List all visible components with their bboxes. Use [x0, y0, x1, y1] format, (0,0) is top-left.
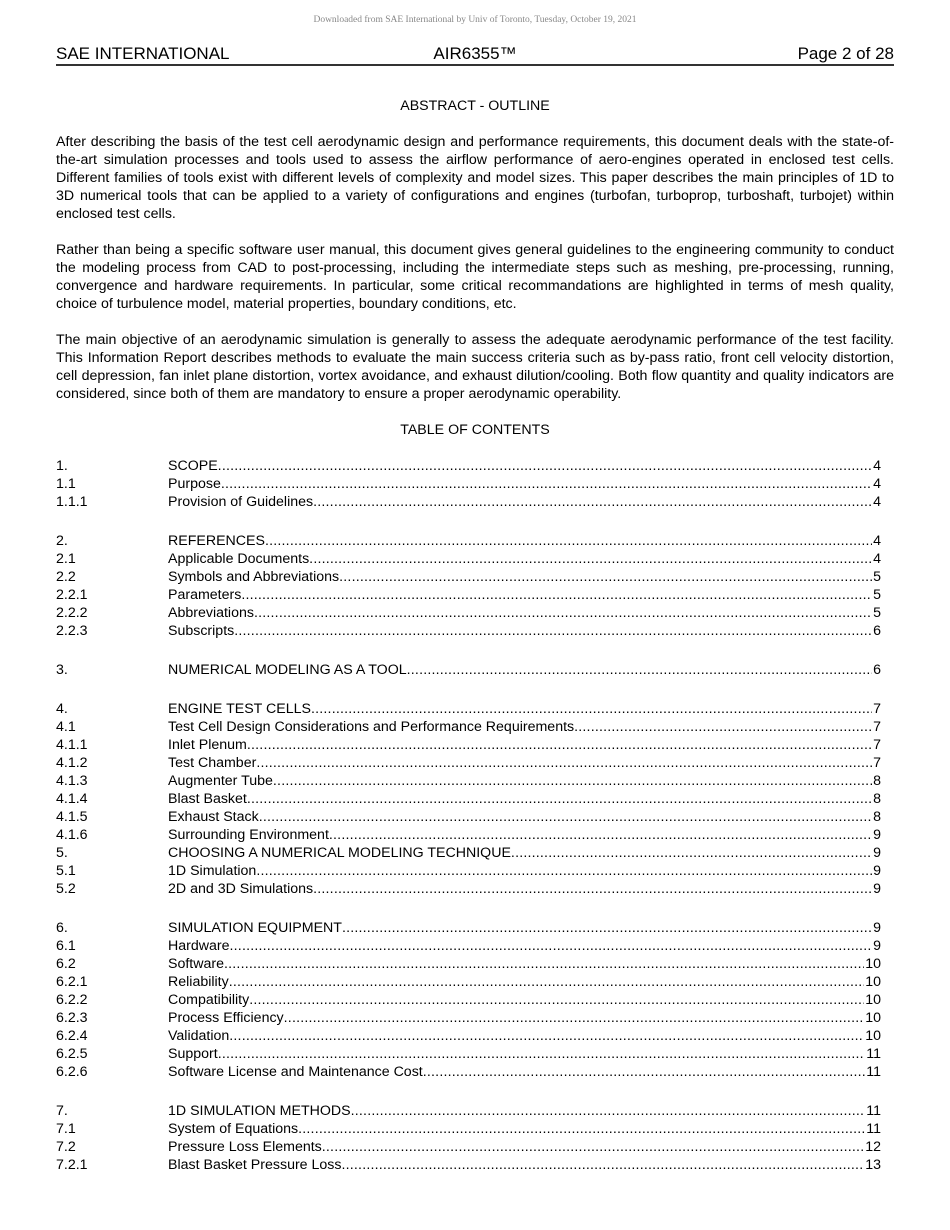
toc-entry-title: NUMERICAL MODELING AS A TOOL: [168, 662, 407, 678]
toc-entry-number: 1.: [56, 458, 68, 474]
toc-entry-number: 2.2.2: [56, 605, 88, 621]
toc-entry-number: 6.2.4: [56, 1028, 88, 1044]
toc-entry-page: 8: [873, 791, 881, 807]
toc-entry-number: 6.2.3: [56, 1010, 88, 1026]
toc-dot-leader: [254, 604, 872, 622]
toc-entry-page: 6: [873, 623, 881, 639]
toc-dot-leader: [221, 475, 872, 493]
toc-dot-leader: [313, 880, 872, 898]
toc-entry[interactable]: [56, 919, 881, 937]
toc-entry-title: Applicable Documents: [168, 551, 310, 567]
toc-entry[interactable]: [56, 586, 881, 604]
toc-entry-page: 9: [873, 938, 881, 954]
toc-entry-page: 13: [865, 1157, 881, 1173]
toc-entry-number: 6.1: [56, 938, 76, 954]
toc-dot-leader: [218, 457, 872, 475]
toc-entry-title: Pressure Loss Elements: [168, 1139, 322, 1155]
toc-entry[interactable]: [56, 826, 881, 844]
toc-entry-page: 7: [873, 701, 881, 717]
toc-entry-number: 7.1: [56, 1121, 76, 1137]
toc-entry-page: 10: [865, 956, 881, 972]
toc-entry-page: 4: [873, 551, 881, 567]
toc-dot-leader: [218, 1045, 866, 1063]
toc-entry-title: Abbreviations: [168, 605, 254, 621]
toc-entry-number: 5.2: [56, 881, 76, 897]
toc-entry-number: 6.2.6: [56, 1064, 88, 1080]
toc-entry-title: ENGINE TEST CELLS: [168, 701, 311, 717]
publisher-name: SAE INTERNATIONAL: [56, 44, 230, 63]
toc-entry-title: Reliability: [168, 974, 229, 990]
toc-dot-leader: [423, 1063, 866, 1081]
abstract-paragraph: Rather than being a specific software user manual, this document gives general guidelines to the engineering community to conduct the modeling process from CAD to post-processing, including the intermediate steps such as meshing, pre-processing, running, convergence and hardware requirements. In particular, some critical recommandations are highlighted in terms of mesh quality, choice of turbulence model, material properties, boundary conditions, etc.: [56, 242, 894, 312]
toc-entry-number: 4.1: [56, 719, 76, 735]
toc-entry[interactable]: [56, 700, 881, 718]
toc-entry-number: 4.1.2: [56, 755, 88, 771]
toc-dot-leader: [241, 586, 872, 604]
toc-entry-title: SIMULATION EQUIPMENT: [168, 920, 342, 936]
toc-dot-leader: [229, 973, 865, 991]
toc-entry[interactable]: [56, 1063, 881, 1081]
toc-entry-number: 5.1: [56, 863, 76, 879]
toc-entry-title: Test Cell Design Considerations and Performance Requirements: [168, 719, 575, 735]
toc-entry-title: REFERENCES: [168, 533, 265, 549]
toc-entry[interactable]: [56, 808, 881, 826]
toc-entry-page: 10: [865, 1010, 881, 1026]
table-of-contents: [56, 457, 881, 1174]
toc-entry-number: 4.1.5: [56, 809, 88, 825]
toc-entry-number: 6.2.1: [56, 974, 88, 990]
toc-dot-leader: [511, 844, 872, 862]
toc-entry-title: Subscripts: [168, 623, 235, 639]
toc-entry-number: 6.: [56, 920, 68, 936]
toc-entry[interactable]: [56, 718, 881, 736]
toc-dot-leader: [230, 937, 873, 955]
toc-entry[interactable]: [56, 457, 881, 475]
toc-entry[interactable]: [56, 1027, 881, 1045]
toc-dot-leader: [311, 700, 872, 718]
toc-entry-number: 2.2.1: [56, 587, 88, 603]
toc-entry-number: 7.2.1: [56, 1157, 88, 1173]
toc-entry[interactable]: [56, 862, 881, 880]
toc-entry[interactable]: [56, 955, 881, 973]
toc-entry-page: 8: [873, 809, 881, 825]
toc-entry-page: 5: [873, 605, 881, 621]
toc-entry-number: 3.: [56, 662, 68, 678]
toc-entry-page: 9: [873, 827, 881, 843]
toc-dot-leader: [309, 550, 872, 568]
toc-dot-leader: [339, 568, 872, 586]
toc-entry-page: 5: [873, 569, 881, 585]
toc-entry-number: 4.1.3: [56, 773, 88, 789]
toc-entry-page: 10: [865, 1028, 881, 1044]
toc-entry[interactable]: [56, 844, 881, 862]
toc-dot-leader: [234, 622, 872, 640]
toc-entry-page: 8: [873, 773, 881, 789]
toc-spacer: [56, 640, 881, 661]
toc-dot-leader: [298, 1120, 865, 1138]
toc-entry[interactable]: [56, 493, 881, 511]
toc-dot-leader: [574, 718, 872, 736]
toc-entry-title: Software License and Maintenance Cost: [168, 1064, 423, 1080]
toc-entry-page: 7: [873, 755, 881, 771]
toc-entry-page: 9: [873, 863, 881, 879]
toc-entry-title: Blast Basket Pressure Loss: [168, 1157, 342, 1173]
abstract-paragraph: After describing the basis of the test cell aerodynamic design and performance requirements, this document deals with the state-of-the-art simulation processes and tools used to assess the airflow performance of aero-engines operated in enclosed test cells. Different families of tools exist with different levels of complexity and model sizes. This paper describes the main principles of 1D to 3D numerical tools that can be applied to a variety of configurations and engines (turbofan, turboprop, turboshaft, turbojet) within enclosed test cells.: [56, 134, 894, 222]
toc-entry-title: Blast Basket: [168, 791, 247, 807]
toc-entry-page: 4: [873, 476, 881, 492]
toc-entry-number: 4.1.6: [56, 827, 88, 843]
toc-dot-leader: [407, 661, 872, 679]
toc-entry-number: 2.2.3: [56, 623, 88, 639]
toc-dot-leader: [322, 1138, 864, 1156]
toc-entry-page: 4: [873, 458, 881, 474]
toc-entry-title: Provision of Guidelines: [168, 494, 314, 510]
toc-entry[interactable]: [56, 937, 881, 955]
toc-entry-title: System of Equations: [168, 1121, 299, 1137]
page-number: Page 2 of 28: [797, 44, 894, 63]
toc-entry-title: Augmenter Tube: [168, 773, 273, 789]
toc-entry-title: SCOPE: [168, 458, 218, 474]
toc-entry-title: 2D and 3D Simulations: [168, 881, 314, 897]
toc-spacer: [56, 511, 881, 532]
toc-entry-page: 12: [865, 1139, 881, 1155]
toc-entry[interactable]: [56, 1120, 881, 1138]
toc-entry[interactable]: [56, 568, 881, 586]
toc-spacer: [56, 679, 881, 700]
toc-entry-number: 2.2: [56, 569, 76, 585]
toc-dot-leader: [342, 919, 872, 937]
toc-spacer: [56, 1081, 881, 1102]
toc-entry-page: 4: [873, 533, 881, 549]
toc-dot-leader: [313, 493, 872, 511]
toc-entry-number: 4.1.1: [56, 737, 88, 753]
toc-entry[interactable]: [56, 1102, 881, 1120]
toc-entry-number: 6.2.5: [56, 1046, 88, 1062]
toc-title: TABLE OF CONTENTS: [400, 422, 550, 438]
toc-entry-title: 1D Simulation: [168, 863, 257, 879]
toc-entry-page: 9: [873, 881, 881, 897]
toc-entry-title: Symbols and Abbreviations: [168, 569, 340, 585]
toc-dot-leader: [249, 991, 864, 1009]
toc-entry-page: 10: [865, 992, 881, 1008]
toc-dot-leader: [351, 1102, 866, 1120]
toc-entry-page: 11: [866, 1046, 881, 1062]
toc-dot-leader: [256, 862, 872, 880]
toc-spacer: [56, 898, 881, 919]
toc-entry[interactable]: [56, 772, 881, 790]
toc-entry[interactable]: [56, 1138, 881, 1156]
page-header: [56, 44, 894, 66]
toc-entry-page: 10: [865, 974, 881, 990]
toc-dot-leader: [259, 808, 872, 826]
toc-entry-number: 7.: [56, 1103, 68, 1119]
toc-entry-page: 4: [873, 494, 881, 510]
toc-entry-number: 2.1: [56, 551, 76, 567]
document-number: AIR6355™: [433, 44, 517, 63]
toc-entry-title: Compatibility: [168, 992, 250, 1008]
toc-dot-leader: [341, 1156, 864, 1174]
toc-dot-leader: [247, 736, 872, 754]
toc-entry-title: Software: [168, 956, 224, 972]
toc-entry[interactable]: [56, 1156, 881, 1174]
toc-entry[interactable]: [56, 790, 881, 808]
toc-dot-leader: [224, 955, 864, 973]
toc-entry-page: 11: [866, 1103, 881, 1119]
toc-entry[interactable]: [56, 622, 881, 640]
toc-entry-title: Support: [168, 1046, 218, 1062]
toc-entry-title: Surrounding Environment: [168, 827, 329, 843]
toc-entry[interactable]: [56, 973, 881, 991]
toc-entry-number: 6.2: [56, 956, 76, 972]
toc-entry-page: 11: [866, 1121, 881, 1137]
toc-dot-leader: [265, 532, 872, 550]
toc-entry-title: Process Efficiency: [168, 1010, 284, 1026]
toc-entry-title: Test Chamber: [168, 755, 257, 771]
toc-entry[interactable]: [56, 532, 881, 550]
toc-entry-number: 2.: [56, 533, 68, 549]
toc-entry-title: Inlet Plenum: [168, 737, 247, 753]
toc-dot-leader: [247, 790, 872, 808]
abstract-title: ABSTRACT - OUTLINE: [400, 98, 550, 114]
toc-entry[interactable]: [56, 550, 881, 568]
toc-entry-number: 1.1: [56, 476, 76, 492]
toc-entry-number: 7.2: [56, 1139, 76, 1155]
toc-entry[interactable]: [56, 604, 881, 622]
toc-dot-leader: [284, 1009, 865, 1027]
toc-entry-page: 6: [873, 662, 881, 678]
toc-entry-number: 4.: [56, 701, 68, 717]
toc-entry-title: Hardware: [168, 938, 230, 954]
toc-entry-page: 7: [873, 719, 881, 735]
toc-entry-number: 4.1.4: [56, 791, 88, 807]
download-watermark: Downloaded from SAE International by Univ of Toronto, Tuesday, October 19, 2021: [313, 15, 637, 25]
toc-dot-leader: [273, 772, 872, 790]
toc-dot-leader: [229, 1027, 864, 1045]
toc-entry[interactable]: [56, 1009, 881, 1027]
toc-entry-title: Parameters: [168, 587, 242, 603]
toc-entry-number: 5.: [56, 845, 68, 861]
toc-entry-page: 7: [873, 737, 881, 753]
toc-entry-title: 1D SIMULATION METHODS: [168, 1103, 351, 1119]
toc-entry-title: Validation: [168, 1028, 230, 1044]
abstract-paragraph: The main objective of an aerodynamic simulation is generally to assess the adequate aerodynamic performance of the test facility. This Information Report describes methods to evaluate the main success criteria such as by-pass ratio, front cell velocity distortion, cell depression, fan inlet plane distortion, vortex avoidance, and exhaust dilution/cooling. Both flow quantity and quality indicators are considered, since both of them are mandatory to ensure a proper aerodynamic operability.: [56, 332, 894, 402]
toc-entry[interactable]: [56, 736, 881, 754]
toc-entry[interactable]: [56, 1045, 881, 1063]
toc-entry[interactable]: [56, 880, 881, 898]
toc-entry-page: 9: [873, 920, 881, 936]
toc-entry-page: 5: [873, 587, 881, 603]
toc-entry[interactable]: [56, 661, 881, 679]
toc-entry-number: 1.1.1: [56, 494, 88, 510]
toc-entry-title: CHOOSING A NUMERICAL MODELING TECHNIQUE: [168, 845, 511, 861]
toc-entry[interactable]: [56, 754, 881, 772]
toc-entry[interactable]: [56, 991, 881, 1009]
toc-entry-page: 11: [866, 1064, 881, 1080]
toc-dot-leader: [256, 754, 872, 772]
toc-entry-title: Exhaust Stack: [168, 809, 259, 825]
toc-dot-leader: [329, 826, 872, 844]
toc-entry-title: Purpose: [168, 476, 221, 492]
toc-entry[interactable]: [56, 475, 881, 493]
toc-entry-page: 9: [873, 845, 881, 861]
toc-entry-number: 6.2.2: [56, 992, 88, 1008]
page-content: [56, 97, 894, 1174]
